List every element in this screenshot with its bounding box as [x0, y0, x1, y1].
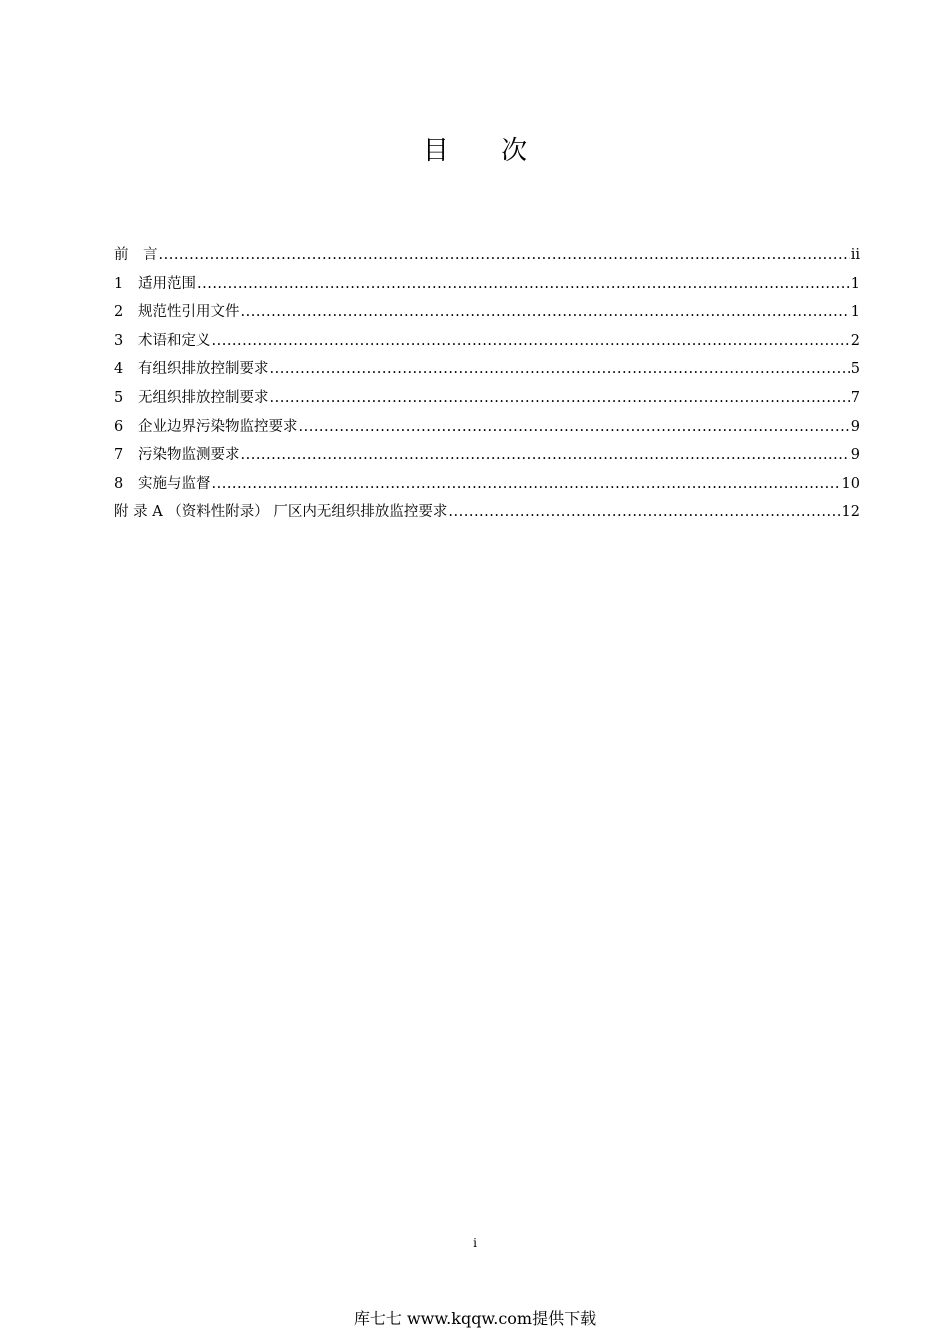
toc-label: 术语和定义: [138, 332, 211, 349]
toc-entry-appendix-a[interactable]: [114, 498, 860, 527]
toc-page: 10: [841, 475, 860, 492]
toc-number: 4: [114, 361, 124, 378]
toc-entry-5[interactable]: [114, 384, 860, 413]
toc-number: 2: [114, 304, 124, 321]
toc-page: 9: [850, 447, 860, 464]
toc-number: 5: [114, 389, 124, 406]
toc-page: 9: [850, 418, 860, 435]
toc-entry-foreword[interactable]: [114, 241, 860, 270]
toc-page: 2: [850, 332, 860, 349]
toc-leader-dots: [197, 270, 850, 299]
toc-entry-7[interactable]: [114, 441, 860, 470]
toc-label: 规范性引用文件: [138, 304, 240, 321]
toc-entry-1[interactable]: [114, 270, 860, 299]
toc-leader-dots: [299, 413, 850, 442]
toc-label: 无组织排放控制要求: [138, 389, 269, 406]
toc-entry-6[interactable]: [114, 413, 860, 442]
toc-number: 8: [114, 475, 124, 492]
toc-entry-2[interactable]: [114, 298, 860, 327]
toc-leader-dots: [159, 241, 850, 270]
toc-leader-dots: [448, 498, 840, 527]
page-title: 目 次: [422, 136, 550, 166]
toc-page: 1: [850, 304, 860, 321]
toc-leader-dots: [212, 470, 841, 499]
toc-leader-dots: [241, 298, 850, 327]
toc-entry-3[interactable]: [114, 327, 860, 356]
toc-number: 3: [114, 332, 124, 349]
toc-label: 附 录 A （资料性附录） 厂区内无组织排放监控要求: [114, 504, 448, 521]
toc-leader-dots: [241, 441, 850, 470]
toc-leader-dots: [270, 355, 850, 384]
page-number: i: [473, 1236, 477, 1250]
toc-entry-8[interactable]: [114, 470, 860, 499]
toc-number: 7: [114, 447, 124, 464]
toc-label: 前 言: [114, 247, 158, 263]
toc-page: 7: [850, 389, 860, 406]
toc-label: 有组织排放控制要求: [138, 361, 269, 378]
toc-page: 1: [850, 275, 860, 292]
toc-page: ii: [850, 247, 860, 263]
toc-number: 6: [114, 418, 124, 435]
toc-label: 企业边界污染物监控要求: [138, 418, 298, 435]
toc-number: 1: [114, 275, 124, 292]
toc-page: 5: [850, 361, 860, 378]
footer-download-note: 库七七 www.kqqw.com提供下载: [353, 1309, 597, 1328]
toc-leader-dots: [212, 327, 850, 356]
table-of-contents: [114, 241, 860, 527]
toc-page: 12: [841, 504, 860, 521]
toc-label: 实施与监督: [138, 475, 211, 492]
toc-label: 污染物监测要求: [138, 447, 240, 464]
toc-label: 适用范围: [138, 275, 196, 292]
toc-leader-dots: [270, 384, 850, 413]
toc-entry-4[interactable]: [114, 355, 860, 384]
